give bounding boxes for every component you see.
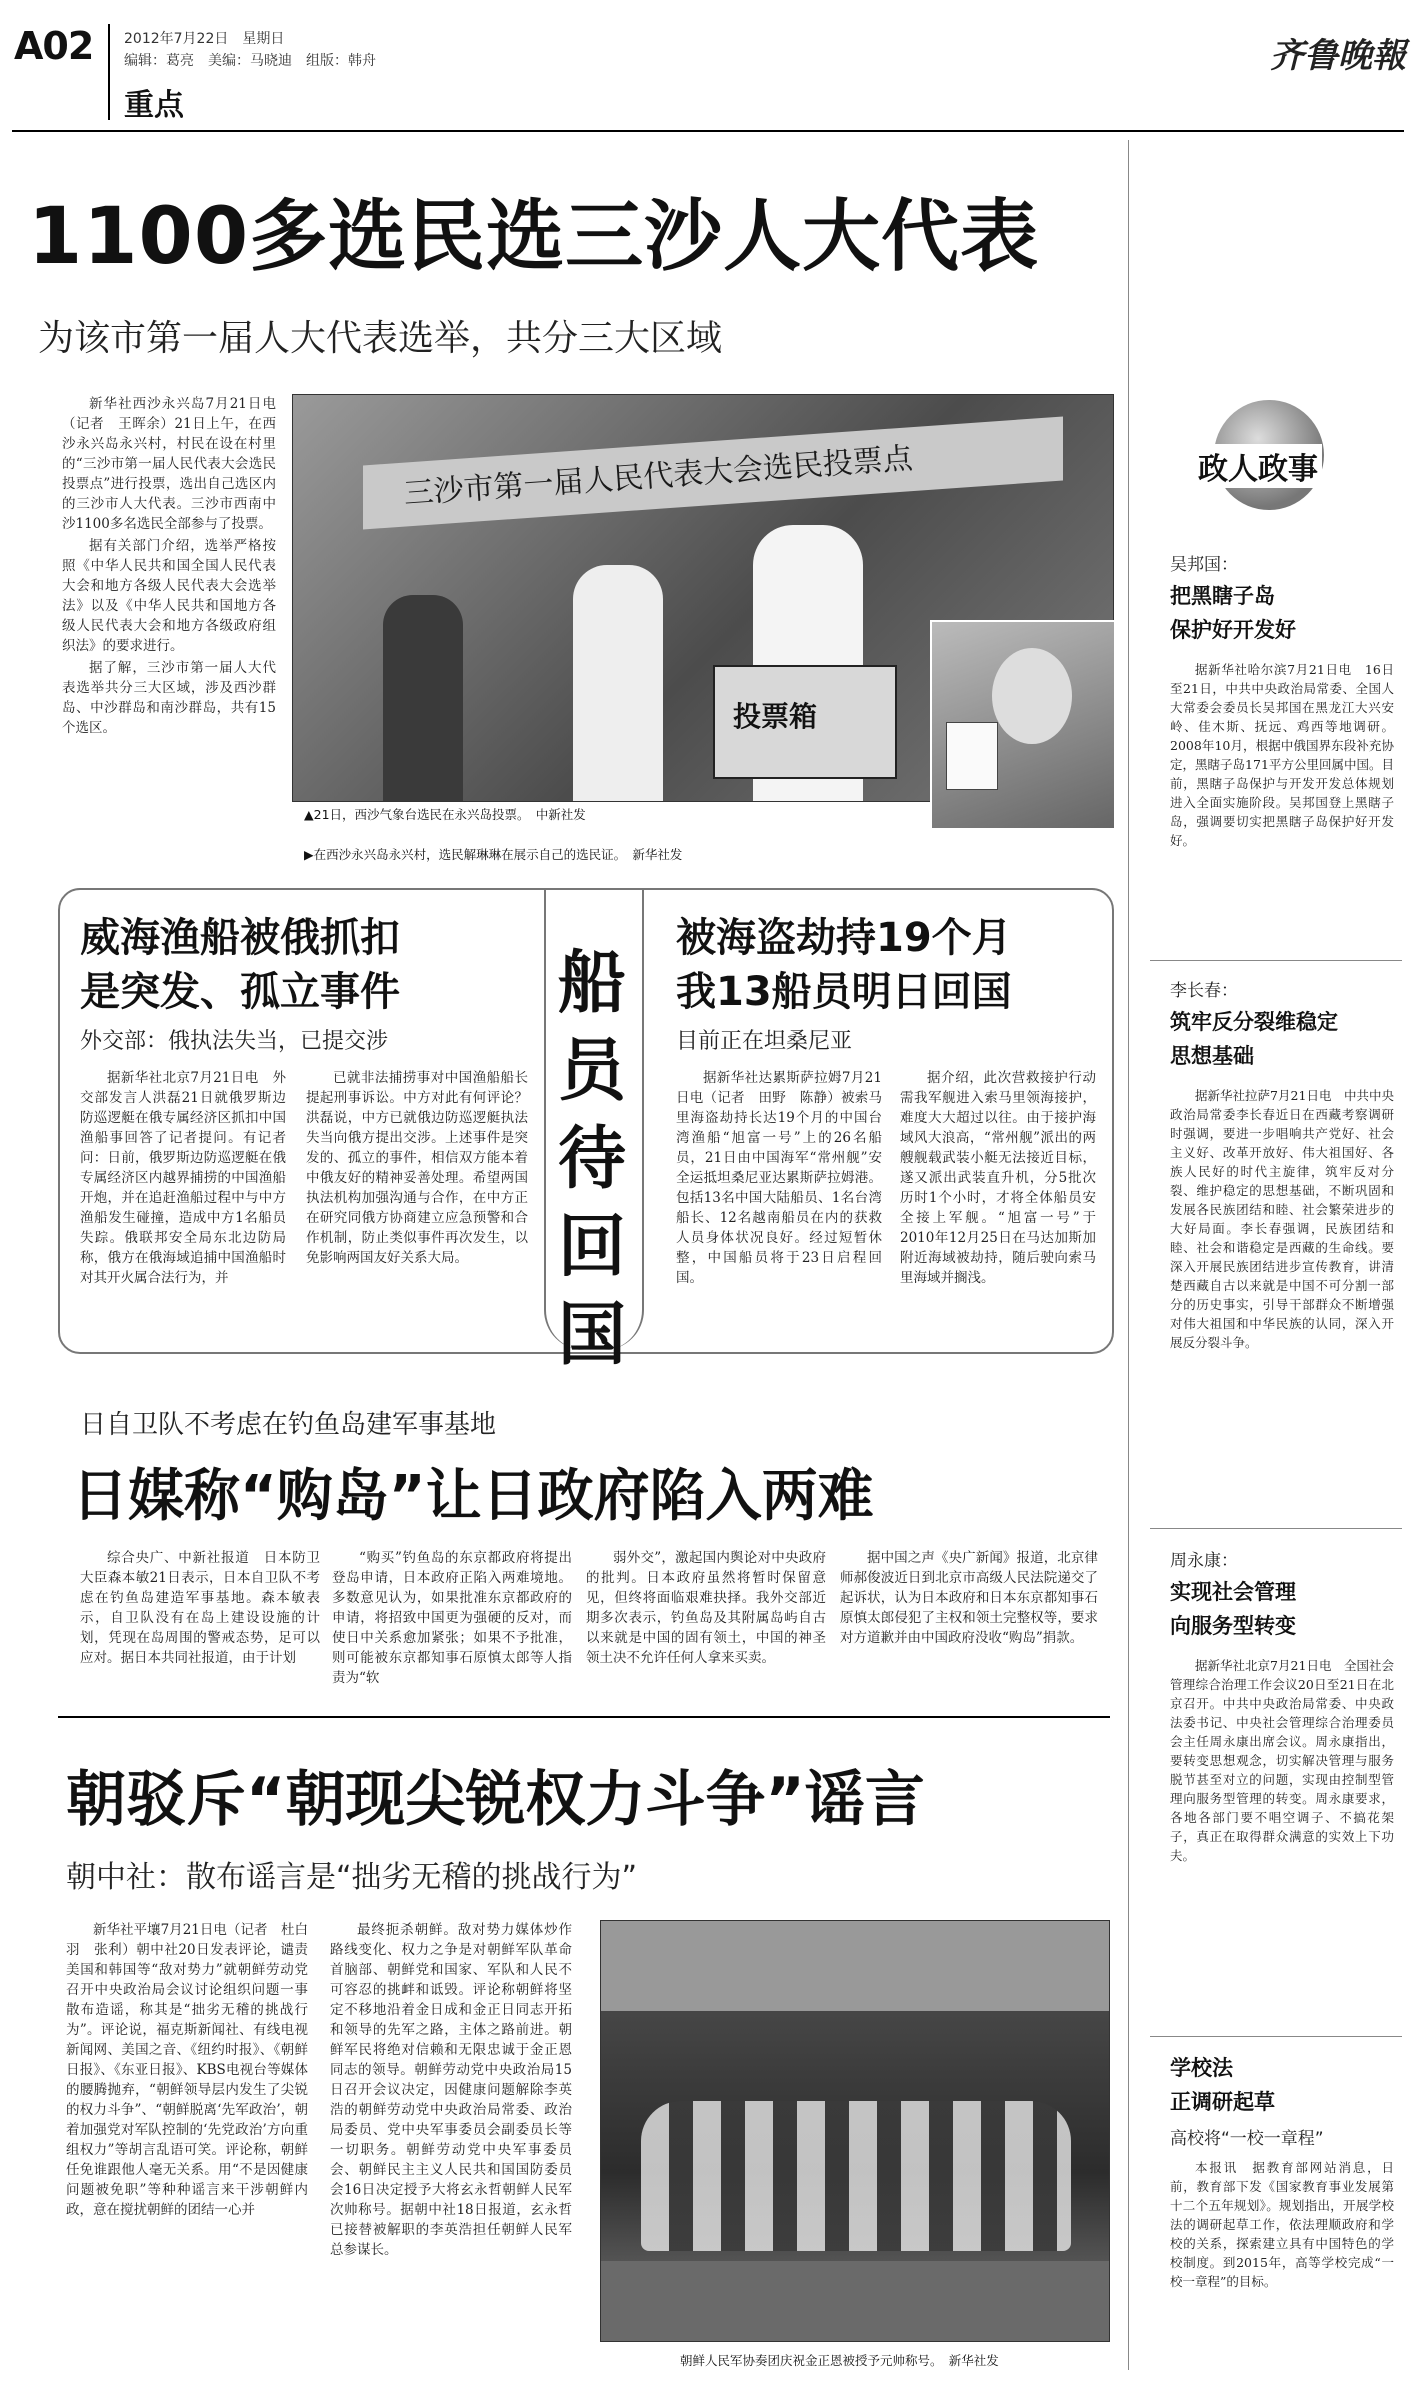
- stage-floor: [601, 2261, 1109, 2341]
- lead-paragraph: 新华社西沙永兴岛7月21日电（记者 王晖余）21日上午，在西沙永兴岛永兴村，村民在设在村里的“三沙市第一届人民代表大会选民投票点”进行投票，选出自己选区内的三沙市人大代表。三沙市西南中沙1100多名选民全部参与了投票。: [62, 396, 276, 532]
- sidebar-item-text: 据新华社拉萨7月21日电 中共中央政治局常委李长春近日在西藏考察调研时强调，要进一步唱响共产党好、社会主义好、改革开放好、伟大祖国好、各族人民好的时代主旋律，筑牢反对分裂、维护稳定的思想基础，不断巩固和发展各民族团结和睦、社会繁荣进步的大好局面。李长春强调，民族团结和睦、社会和谐稳定是西藏的生命线。要深入开展民族团结进步宣传教育，讲清楚西藏自古以来就是中国不可分割一部分的历史事实，引导干部群众不断增强对伟大祖国和中华民族的认同，深入开展反分裂斗争。: [1170, 1088, 1394, 1350]
- photo-caption: ▲21日，西沙气象台选民在永兴岛投票。 中新社发: [304, 807, 586, 822]
- japan-col2: “购买”钓鱼岛的东京都政府将提出登岛申请，日本政府正陷入两难境地。多数意见认为，如果批准东京都政府的申请，将招致中国更为强硬的反对，而使日中关系愈加紧张；如果不予批准，则可能被东京都知事石原慎太郎等人指责为“软: [332, 1550, 572, 1686]
- ship-right-col2: 据介绍，此次营救接护行动需我军舰进入索马里领海接护，难度大大超过以往。由于接护海域风大浪高，“常州舰”派出的两艘舰载武装小艇无法接近目标，遂又派出武装直升机，分5批次历时1个小时，才将全体船员安全接上军舰。“旭富一号”于2010年12月25日在马达加斯加附近海域被劫持，随后驶向索马里海域并搁浅。: [900, 1070, 1096, 1286]
- concert-photo: [600, 1920, 1110, 2342]
- ship-right-col1: 据新华社达累斯萨拉姆7月21日电（记者 田野 陈静）被索马里海盗劫持长达19个月的中国台湾渔船“旭富一号”上的26名船员，21日由中国海军“常州舰”安全运抵坦桑尼亚达累斯萨拉姆港。包括13名中国大陆船员、1名台湾船长、12名越南船员在内的获救人员身体状况良好。经过短暂休整，中国船员将于23日启程回国。: [676, 1070, 882, 1286]
- japan-col3: 弱外交”，激起国内舆论对中央政府的批判。日本政府虽然将暂时保留意见，但终将面临艰难抉择。我外交部近期多次表示，钓鱼岛及其附属岛屿自古以来就是中国的固有领土，中国的神圣领土决不允许任何人拿来买卖。: [586, 1550, 826, 1666]
- japan-headline: 日媒称“购岛”让日政府陷入两难: [72, 1464, 874, 1529]
- issue-date: 2012年7月22日 星期日: [124, 31, 285, 47]
- sidebar-person-name: 周永康：: [1170, 1551, 1238, 1571]
- section-divider: [58, 1716, 1110, 1718]
- korea-headline: 朝驳斥“朝现尖锐权力斗争”谣言: [66, 1765, 925, 1835]
- japan-col4: 据中国之声《央广新闻》报道，北京律师郝俊波近日到北京市高级人民法院递交了起诉状，认为日本政府和日本东京都知事石原慎太郎侵犯了主权和领土完整权等，要求对方道歉并由中国政府没收“购岛”捐款。: [840, 1550, 1098, 1646]
- masthead-divider: [108, 24, 110, 120]
- editor-credits: 编辑：葛亮 美编：马晓迪 组版：韩舟: [124, 53, 376, 69]
- ship-left-col1: 据新华社北京7月21日电 外交部发言人洪磊21日就俄罗斯边防巡逻艇在俄专属经济区抓扣中国渔船事回答了记者提问。有记者问：日前，俄罗斯边防巡逻艇在俄专属经济区内越界捕捞的中国渔船开炮，并在追赶渔船过程中与中方渔船发生碰撞，造成中方1名船员失踪。俄联邦安全局东北边防局称，俄方在俄海域追捕中国渔船时对其开火属合法行为，并: [80, 1070, 286, 1286]
- ship-left-subhead: 外交部：俄执法失当，已提交涉: [80, 1029, 389, 1054]
- sidebar-logo-text: 政人政事: [1194, 444, 1322, 488]
- ship-left-headline-1: 威海渔船被俄抓扣: [80, 915, 400, 961]
- ship-right-headline-1: 被海盗劫持19个月: [676, 915, 1012, 961]
- ship-right-subhead: 目前正在坦桑尼亚: [676, 1029, 853, 1054]
- japan-col1: 综合央广、中新社报道 日本防卫大臣森本敏21日表示，日本自卫队不考虑在钓鱼岛建造军事基地。森本敏表示，自卫队没有在岛上建设设施的计划，凭现在岛周围的警戒态势，足可以应对。据日本共同社报道，由于计划: [80, 1550, 320, 1666]
- sidebar-item-text: 据新华社北京7月21日电 全国社会管理综合治理工作会议20日至21日在北京召开。中共中央政治局常委、中央政法委书记、中央社会管理综合治理委员会主任周永康出席会议。周永康指出，要转变思想观念，切实解决管理与服务脱节甚至对立的问题，实现由控制型管理向服务型管理的转变。周永康要求，各地各部门要不唱空调子、不搞花架子，真正在取得群众满意的实效上下功夫。: [1170, 1658, 1394, 1863]
- photo-caption: ▶在西沙永兴岛永兴村，选民解琳琳在展示自己的选民证。 新华社发: [304, 847, 683, 862]
- lead-paragraph: 据了解，三沙市第一届人大代表选举共分三大区域，涉及西沙群岛、中沙群岛和南沙群岛，共有15个选区。: [62, 660, 276, 736]
- ballot-box-label: 投票箱: [733, 700, 818, 733]
- performers: [641, 2101, 1071, 2251]
- voter-figure-2: [573, 565, 663, 801]
- banner-text: 三沙市第一届人民代表大会选民投票点: [402, 441, 914, 512]
- sidebar-person-name: 吴邦国：: [1170, 555, 1238, 575]
- ship-right-headline-2: 我13船员明日回国: [676, 969, 1012, 1015]
- lead-headline: 1100多选民选三沙人大代表: [28, 192, 1040, 282]
- korea-col2: 最终扼杀朝鲜。敌对势力媒体炒作路线变化、权力之争是对朝鲜军队革命首脑部、朝鲜党和国家、军队和人民不可容忍的挑衅和诋毁。评论称朝鲜将坚定不移地沿着金日成和金正日同志开拓和领导的先军之路，主体之路前进。朝鲜军民将绝对信赖和无限忠诚于金正恩同志的领导。朝鲜劳动党中央政治局15日召开会议决定，因健康问题解除李英浩的朝鲜劳动党中央政治局常委、政治局委员、党中央军事委员会副委员长等一切职务。朝鲜劳动党中央军事委员会、朝鲜民主主义人民共和国国防委员会16日决定授予大将玄永哲朝鲜人民军次帅称号。据朝中社18日报道，玄永哲已接替被解职的李英浩担任朝鲜人民军总参谋长。: [330, 1922, 572, 2258]
- japan-kicker: 日自卫队不考虑在钓鱼岛建军事基地: [80, 1410, 497, 1440]
- sidebar-item-title: 把黑瞎子岛: [1170, 584, 1275, 608]
- lead-subhead: 为该市第一届人大代表选举，共分三大区域: [38, 318, 723, 359]
- school-subhead: 高校将“一校一章程”: [1170, 2129, 1324, 2149]
- korea-subhead: 朝中社：散布谣言是“拙劣无稽的挑战行为”: [66, 1860, 638, 1895]
- ship-left-col2: 已就非法捕捞事对中国渔船船长提起刑事诉讼。中方对此有何评论？洪磊说，中方已就俄边防巡逻艇执法失当向俄方提出交涉。上述事件是突发的、孤立的事件，相信双方能本着中俄友好的精神妥善处理。希望两国执法机构加强沟通与合作，在中方正在研究同俄方协商建立应急预警和合作机制，防止类似事件再次发生，以免影响两国友好关系大局。: [306, 1070, 528, 1266]
- top-rule: [12, 130, 1404, 132]
- sidebar-person-name: 李长春：: [1170, 981, 1238, 1001]
- sidebar-item-title: 筑牢反分裂维稳定: [1170, 1010, 1338, 1034]
- section-label: 重点: [124, 88, 184, 123]
- lead-body: [62, 394, 276, 880]
- sidebar-rule: [1128, 140, 1129, 2370]
- masthead: [0, 0, 1417, 130]
- voter-card: [946, 722, 998, 790]
- voter-figure-1: [383, 595, 463, 801]
- stage-curtain: [601, 1921, 1109, 2011]
- sidebar-item-title: 思想基础: [1170, 1044, 1254, 1068]
- sidebar-item-title: 保护好开发好: [1170, 618, 1296, 642]
- sidebar-divider: [1150, 1528, 1402, 1529]
- sidebar-item-text: 据新华社哈尔滨7月21日电 16日至21日，中共中央政治局常委、全国人大常委会委员长吴邦国在黑龙江大兴安岭、佳木斯、抚远、鸡西等地调研。2008年10月，根据中俄国界东段补充协定，黑瞎子岛171平方公里回属中国。目前，黑瞎子岛保护与开发开发总体规划进入全面实施阶段。吴邦国登上黑瞎子岛，强调要切实把黑瞎子岛保护好开发好。: [1170, 662, 1394, 848]
- korea-col1: 新华社平壤7月21日电（记者 杜白羽 张利）朝中社20日发表评论，谴责美国和韩国等“敌对势力”就朝鲜劳动党召开中央政治局会议讨论组织问题一事散布造谣，称其是“拙劣无稽的挑战行为”。评论说，福克斯新闻社、有线电视新闻网、美国之音、《纽约时报》、《朝鲜日报》、《东亚日报》、KBS电视台等媒体的腰腾抛弃，“朝鲜领导层内发生了尖锐的权力斗争”、“朝鲜脱离‘先军政治’，朝着加强党对军队控制的‘先党政治’方向重组权力”等胡言乱语可笑。评论称，朝鲜任免谁跟他人毫无关系。用“不是因健康问题被免职”等种种谣言来干涉朝鲜内政，意在搅扰朝鲜的团结一心并: [66, 1922, 308, 2218]
- voter-card-photo: [930, 620, 1116, 830]
- ship-left-headline-2: 是突发、孤立事件: [80, 969, 400, 1015]
- school-title: 正调研起草: [1170, 2090, 1275, 2114]
- sidebar-divider: [1150, 2036, 1402, 2037]
- voter-face: [992, 648, 1072, 744]
- page-number: A02: [14, 24, 94, 68]
- sidebar-divider: [1150, 960, 1402, 961]
- sidebar-logo: [1186, 400, 1356, 530]
- newspaper-logo: 齐鲁晚報: [1270, 36, 1406, 76]
- school-title: 学校法: [1170, 2056, 1233, 2080]
- lead-paragraph: 据有关部门介绍，选举严格按照《中华人民共和国全国人民代表大会和地方各级人民代表大会选举法》以及《中华人民共和国地方各级人民代表大会和地方各级政府组织法》的要求进行。: [62, 538, 276, 654]
- concert-caption: 朝鲜人民军协奏团庆祝金正恩被授予元帅称号。 新华社发: [680, 2353, 999, 2368]
- school-text: 本报讯 据教育部网站消息，日前，教育部下发《国家教育事业发展第十二个五年规划》。规划指出，开展学校法的调研起草工作，依法理顺政府和学校的关系，探索建立具有中国特色的学校制度。到2015年，高等学校完成“一校一章程”的目标。: [1170, 2160, 1394, 2289]
- sidebar-item-title: 实现社会管理: [1170, 1580, 1296, 1604]
- ship-center-title: 船员待回国: [557, 944, 626, 1375]
- sidebar-item-title: 向服务型转变: [1170, 1614, 1296, 1638]
